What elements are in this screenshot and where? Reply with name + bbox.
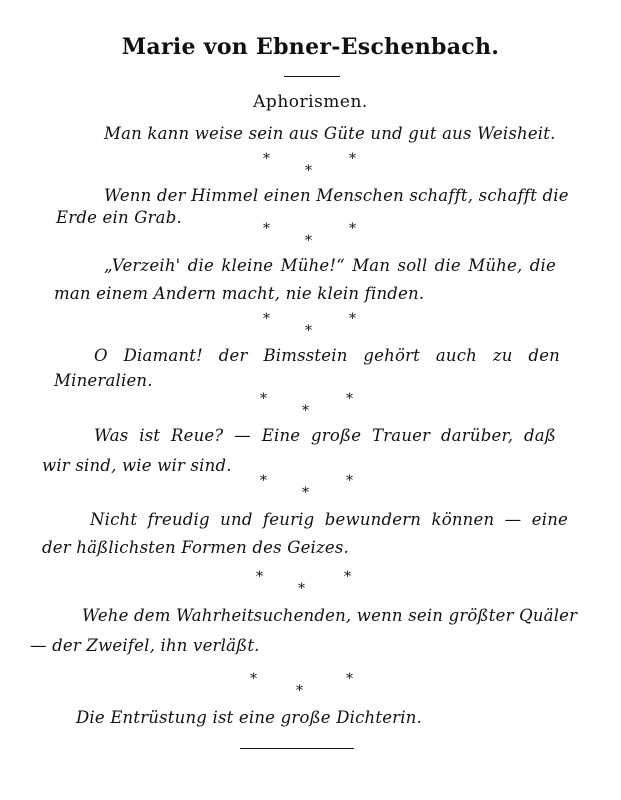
separator-star: *	[302, 485, 309, 501]
separator-star: *	[263, 311, 270, 327]
separator-3	[255, 312, 375, 342]
aphorism-5-line-2: wir sind, wie wir sind.	[42, 456, 232, 475]
aphorism-2-line-2: Erde ein Grab.	[56, 208, 182, 227]
separator-star: *	[346, 473, 353, 489]
separator-star: *	[256, 569, 263, 585]
aphorism-4-line-2: Mineralien.	[54, 371, 153, 390]
separator-7	[242, 672, 362, 702]
separator-star: *	[349, 311, 356, 327]
separator-star: *	[302, 403, 309, 419]
aphorism-2-line-1: Wenn der Himmel einen Menschen schafft, schafft die	[104, 186, 569, 205]
separator-star: *	[250, 671, 257, 687]
aphorism-6-line-2: der häßlichsten Formen des Geizes.	[42, 538, 349, 557]
separator-star: *	[263, 221, 270, 237]
aphorism-6-line-1: Nicht freudig und feurig bewundern können — eine	[90, 510, 568, 529]
aphorism-3-line-1: „Verzeih' die kleine Mühe!“ Man soll die Mühe, die	[104, 256, 556, 275]
separator-star: *	[260, 391, 267, 407]
aphorism-5-line-1: Was ist Reue? — Eine große Trauer darüber, daß	[94, 426, 556, 445]
aphorism-4-line-1: O Diamant! der Bimsstein gehört auch zu den	[94, 346, 560, 365]
separator-star: *	[305, 323, 312, 339]
separator-star: *	[260, 473, 267, 489]
aphorism-3-line-2: man einem Andern macht, nie klein finden.	[54, 284, 425, 303]
aphorism-8-line-1: Die Entrüstung ist eine große Dichterin.	[76, 708, 423, 727]
separator-star: *	[305, 233, 312, 249]
separator-star: *	[298, 581, 305, 597]
section-heading: Aphorismen.	[253, 92, 368, 112]
separator-6	[248, 570, 368, 600]
aphorism-7-line-1: Wehe dem Wahrheitsuchenden, wenn sein größter Quäler	[82, 606, 578, 625]
aphorism-7-line-2: — der Zweifel, ihn verläßt.	[30, 636, 260, 655]
separator-star: *	[296, 683, 303, 699]
title-rule	[284, 76, 340, 77]
separator-star: *	[305, 163, 312, 179]
separator-5	[252, 474, 372, 504]
closing-rule	[240, 748, 354, 749]
separator-4	[252, 392, 372, 422]
separator-star: *	[349, 221, 356, 237]
separator-star: *	[344, 569, 351, 585]
separator-star: *	[346, 671, 353, 687]
separator-star: *	[263, 151, 270, 167]
separator-2	[255, 222, 375, 252]
separator-star: *	[346, 391, 353, 407]
page-title: Marie von Ebner-Eschenbach.	[121, 34, 500, 60]
separator-star: *	[349, 151, 356, 167]
separator-1	[255, 152, 375, 182]
aphorism-1-line-1: Man kann weise sein aus Güte und gut aus Weisheit.	[104, 124, 556, 143]
